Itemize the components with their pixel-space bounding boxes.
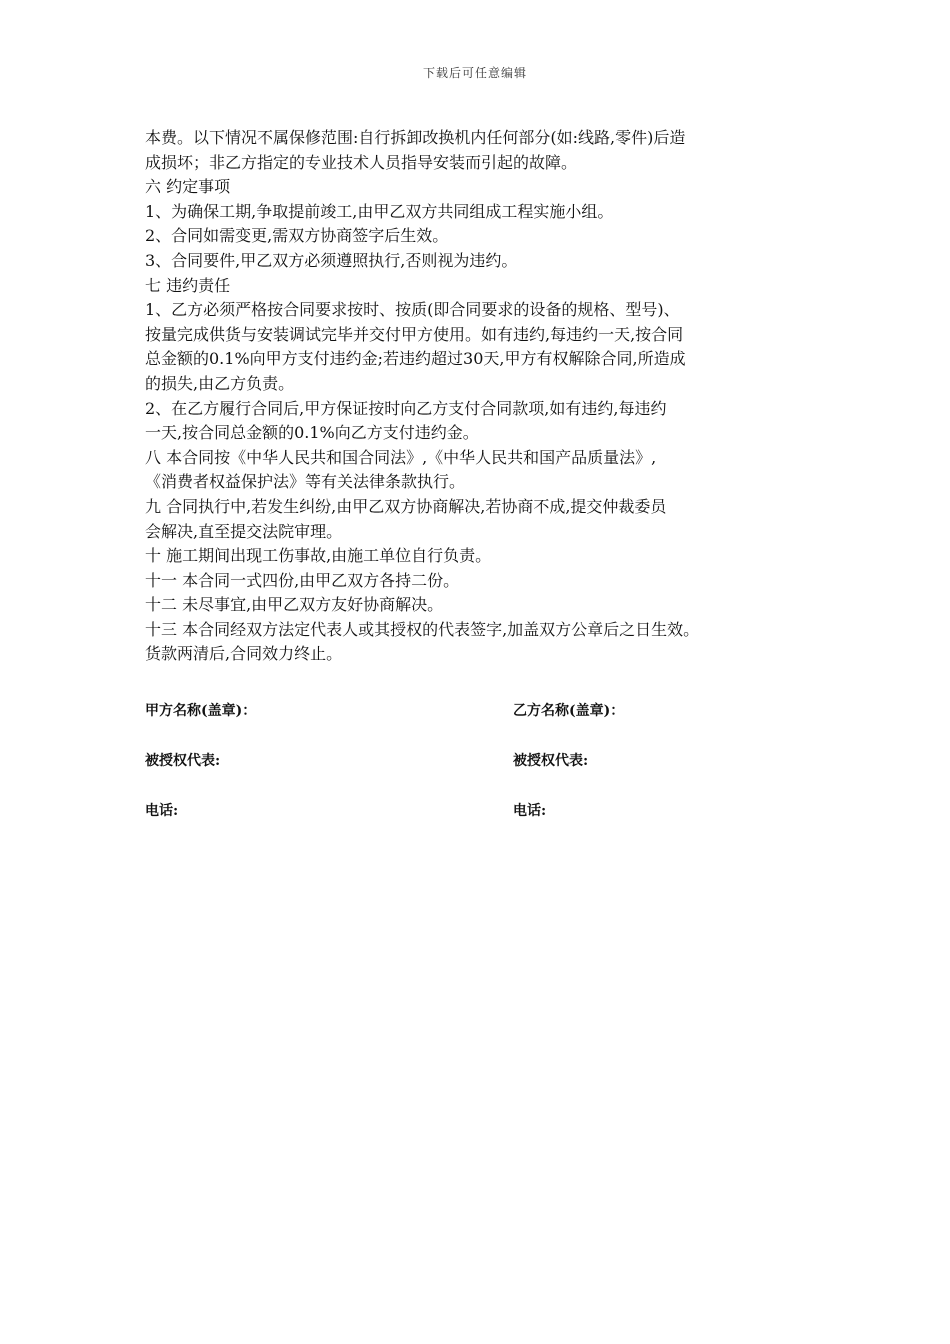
section-heading-13: 十三 本合同经双方法定代表人或其授权的代表签字,加盖双方公章后之日生效。 xyxy=(145,619,700,639)
signature-row-name xyxy=(145,700,825,750)
party-a-rep-label: 被授权代表: xyxy=(145,753,221,769)
text-line: 1、为确保工期,争取提前竣工,由甲乙双方共同组成工程实施小组。 xyxy=(145,201,614,221)
section-heading-12: 十二 未尽事宜,由甲乙双方友好协商解决。 xyxy=(145,595,444,615)
party-b-phone-label: 电话: xyxy=(513,803,547,819)
party-a-name-label: 甲方名称(盖章)： xyxy=(145,703,257,719)
section-heading-6: 六 约定事项 xyxy=(145,177,231,197)
text-line: 2、在乙方履行合同后,甲方保证按时向乙方支付合同款项,如有违约,每违约 xyxy=(145,398,667,418)
party-a-phone-label: 电话: xyxy=(145,803,179,819)
section-heading-7: 七 违约责任 xyxy=(145,275,231,295)
contract-body xyxy=(145,126,825,667)
text-line: 货款两清后,合同效力终止。 xyxy=(145,644,343,664)
text-line: 一天,按合同总金额的0.1%向乙方支付违约金。 xyxy=(145,423,479,443)
text-line: 会解决,直至提交法院审理。 xyxy=(145,521,343,541)
text-line: 1、乙方必须严格按合同要求按时、按质(即合同要求的设备的规格、型号)、 xyxy=(145,300,680,320)
section-heading-8: 八 本合同按《中华人民共和国合同法》,《中华人民共和国产品质量法》, xyxy=(145,447,657,467)
section-heading-11: 十一 本合同一式四份,由甲乙双方各持二份。 xyxy=(145,570,460,590)
text-line: 2、合同如需变更,需双方协商签字后生效。 xyxy=(145,226,449,246)
section-heading-10: 十 施工期间出现工伤事故,由施工单位自行负责。 xyxy=(145,546,492,566)
text-line: 按量完成供货与安装调试完毕并交付甲方使用。如有违约,每违约一天,按合同 xyxy=(145,324,684,344)
signature-row-rep xyxy=(145,750,825,800)
party-b-name-label: 乙方名称(盖章)： xyxy=(513,703,625,719)
text-line: 成损坏；非乙方指定的专业技术人员指导安装而引起的故障。 xyxy=(145,152,578,172)
page-header: 下载后可任意编辑 xyxy=(422,66,527,80)
party-b-rep-label: 被授权代表: xyxy=(513,753,589,769)
signature-row-phone xyxy=(145,800,825,850)
section-heading-9: 九 合同执行中,若发生纠纷,由甲乙双方协商解决,若协商不成,提交仲裁委员 xyxy=(145,496,667,516)
text-line: 总金额的0.1%向甲方支付违约金;若违约超过30天,甲方有权解除合同,所造成 xyxy=(145,349,686,369)
text-line: 《消费者权益保护法》等有关法律条款执行。 xyxy=(145,472,466,492)
text-line: 3、合同要件,甲乙双方必须遵照执行,否则视为违约。 xyxy=(145,250,518,270)
text-line: 本费。以下情况不属保修范围:自行拆卸改换机内任何部分(如:线路,零件)后造 xyxy=(145,128,686,147)
text-line: 的损失,由乙方负责。 xyxy=(145,373,295,393)
signature-block xyxy=(145,700,825,850)
